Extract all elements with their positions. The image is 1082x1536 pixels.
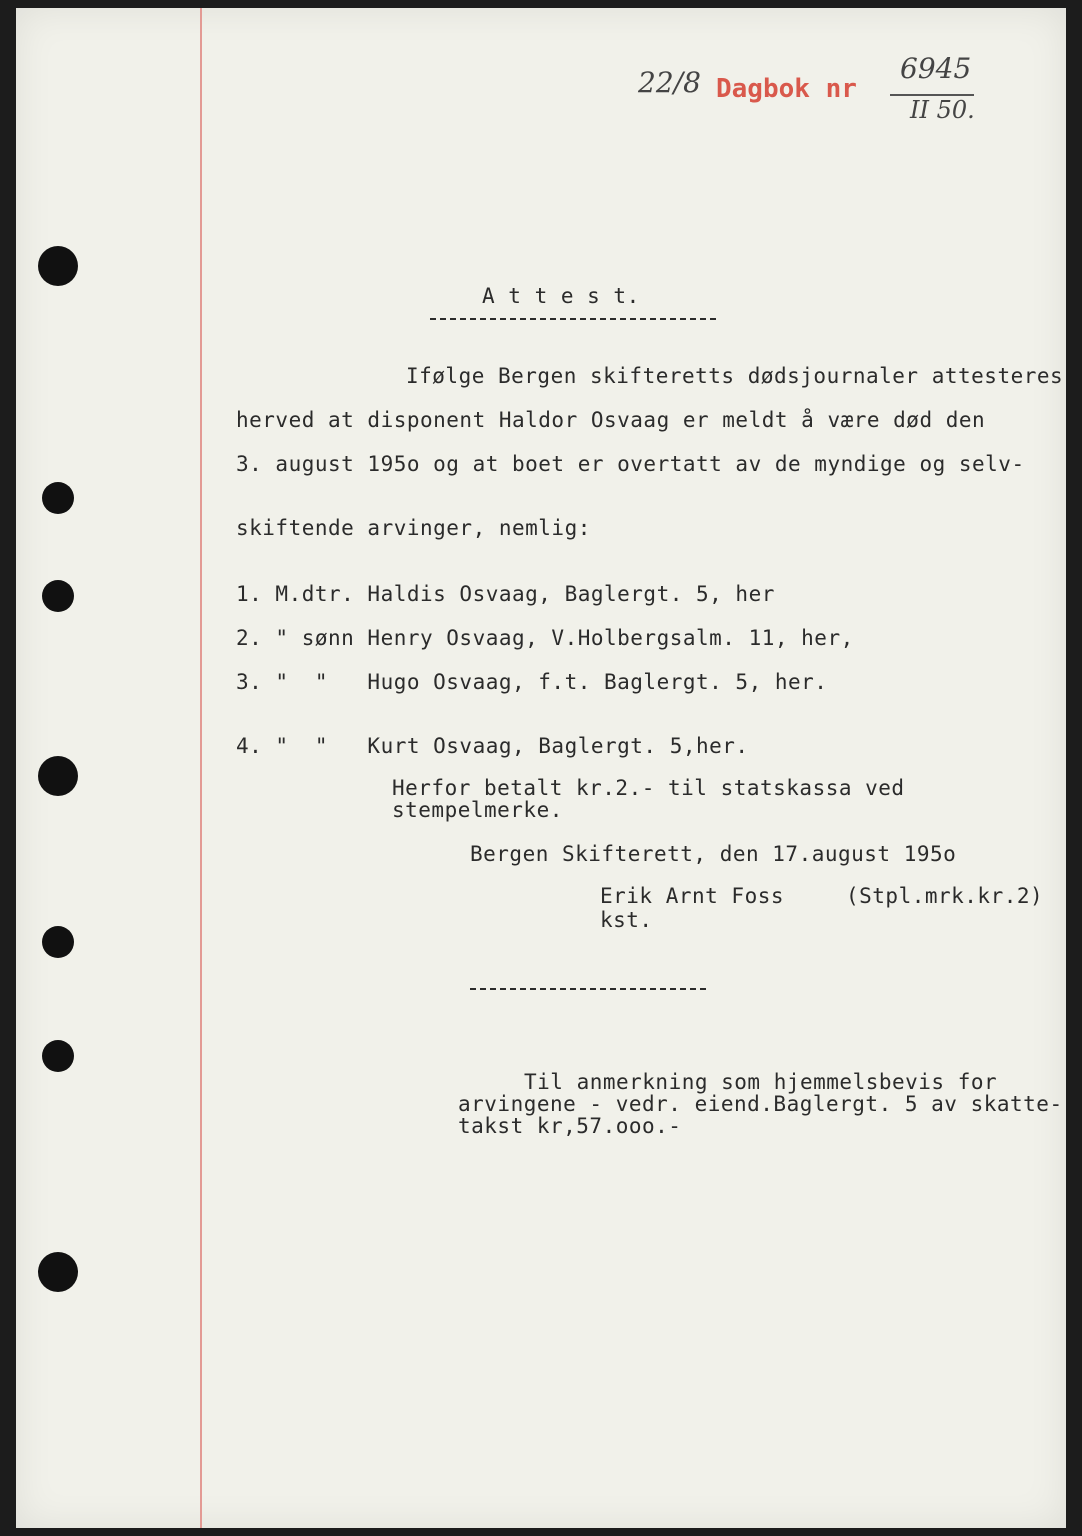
margin-line [200,8,202,1528]
body-line: 3. august 195o og at boet er overtatt av de myndige og selv- [236,452,1025,476]
place-date: Bergen Skifterett, den 17.august 195o [470,842,957,866]
title-underline [430,318,716,320]
heir-item: 3. " " Hugo Osvaag, f.t. Baglergt. 5, her. [236,670,828,694]
journal-year: II 50. [910,96,975,124]
punch-hole [42,580,74,612]
signer-title: kst. [600,908,653,932]
separator [470,988,706,990]
note-line: takst kr,57.ooo.- [458,1114,682,1138]
punch-hole [42,926,74,958]
body-line: Ifølge Bergen skifteretts dødsjournaler attesteres [406,364,1064,388]
punch-hole [38,1252,78,1292]
fee-line: stempelmerke. [392,798,563,822]
body-line: herved at disponent Haldor Osvaag er meldt å være død den [236,408,986,432]
stamp-note: (Stpl.mrk.kr.2) [846,884,1044,908]
body-line: skiftende arvinger, nemlig: [236,516,591,540]
fee-line: Herfor betalt kr.2.- til statskassa ved [392,776,905,800]
signer-name: Erik Arnt Foss [600,884,785,908]
heir-item: 4. " " Kurt Osvaag, Baglergt. 5,her. [236,734,749,758]
document-page [16,8,1066,1528]
heir-item: 1. M.dtr. Haldis Osvaag, Baglergt. 5, her [236,582,775,606]
journal-stamp: Dagbok nr [716,74,857,104]
punch-hole [38,246,78,286]
punch-hole [42,1040,74,1072]
document-title: A t t e s t. [482,284,640,308]
journal-number: 6945 [900,52,972,85]
date-note: 22/8 [638,66,701,99]
heir-item: 2. " sønn Henry Osvaag, V.Holbergsalm. 11, her, [236,626,854,650]
note-line: arvingene - vedr. eiend.Baglergt. 5 av skatte- [458,1092,1063,1116]
punch-hole [42,482,74,514]
note-line: Til anmerkning som hjemmelsbevis for [524,1070,998,1094]
punch-hole [38,756,78,796]
